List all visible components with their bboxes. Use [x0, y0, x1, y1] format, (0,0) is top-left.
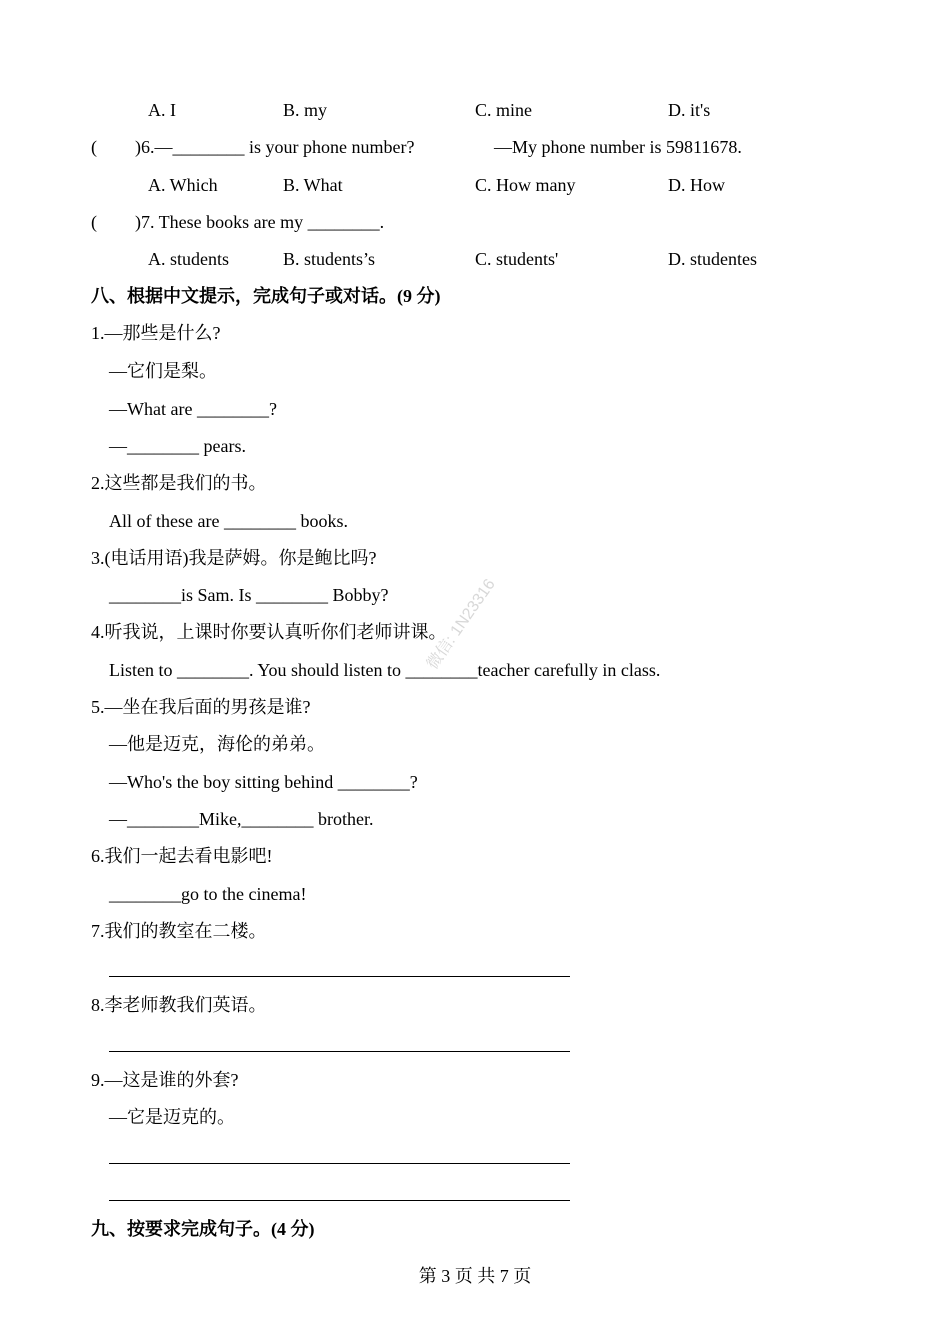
- s8-item-1-line: —What are ________?: [109, 399, 277, 419]
- s8-item-6-line: ________go to the cinema!: [109, 884, 307, 904]
- s8-item-1-line: —它们是梨。: [109, 361, 217, 381]
- q5-option-c: C. mine: [475, 100, 532, 120]
- s8-item-9-prompt: 9.—这是谁的外套?: [91, 1070, 239, 1090]
- answer-line: [109, 1051, 570, 1052]
- q7-option-d: D. studentes: [668, 249, 757, 269]
- q5-option-d: D. it's: [668, 100, 711, 120]
- s8-item-5-line: —Who's the boy sitting behind ________?: [109, 772, 418, 792]
- q7-option-b: B. students’s: [283, 249, 376, 269]
- q6-answer-bracket: (: [91, 137, 97, 157]
- s8-item-4-prompt: 4.听我说，上课时你要认真听你们老师讲课。: [91, 622, 447, 642]
- q7-answer-bracket: (: [91, 212, 97, 232]
- s8-item-7-prompt: 7.我们的教室在二楼。: [91, 921, 267, 941]
- s8-item-2-prompt: 2.这些都是我们的书。: [91, 473, 267, 493]
- section-8-heading: 八、根据中文提示，完成句子或对话。(9 分): [91, 286, 441, 306]
- q6-option-c: C. How many: [475, 175, 576, 195]
- s8-item-6-prompt: 6.我们一起去看电影吧!: [91, 846, 273, 866]
- s8-item-1-line: —________ pears.: [109, 436, 246, 456]
- s8-item-5-line: —________Mike,________ brother.: [109, 809, 374, 829]
- q7-stem: )7. These books are my ________.: [135, 212, 385, 232]
- section-9-heading: 九、按要求完成句子。(4 分): [91, 1219, 315, 1239]
- page-footer: 第 3 页 共 7 页: [418, 1266, 532, 1286]
- q7-option-c: C. students': [475, 249, 559, 269]
- answer-line: [109, 1200, 570, 1201]
- q7-option-a: A. students: [148, 249, 229, 269]
- s8-item-9-line: —它是迈克的。: [109, 1107, 235, 1127]
- q6-option-b: B. What: [283, 175, 343, 195]
- s8-item-4-line: Listen to ________. You should listen to ________teacher carefully in class.: [109, 660, 661, 680]
- s8-item-1-prompt: 1.—那些是什么?: [91, 323, 221, 343]
- q6-option-d: D. How: [668, 175, 725, 195]
- s8-item-5-line: —他是迈克，海伦的弟弟。: [109, 734, 325, 754]
- s8-item-3-line: ________is Sam. Is ________ Bobby?: [109, 585, 389, 605]
- q5-option-a: A. I: [148, 100, 176, 120]
- watermark: 微信: 1N23316: [424, 576, 499, 673]
- q6-stem: )6.—________ is your phone number?: [135, 137, 415, 157]
- q6-option-a: A. Which: [148, 175, 218, 195]
- s8-item-8-prompt: 8.李老师教我们英语。: [91, 995, 267, 1015]
- q5-option-b: B. my: [283, 100, 328, 120]
- q6-reply: —My phone number is 59811678.: [494, 137, 742, 157]
- s8-item-3-prompt: 3.(电话用语)我是萨姆。你是鲍比吗?: [91, 548, 377, 568]
- answer-line: [109, 976, 570, 977]
- s8-item-5-prompt: 5.—坐在我后面的男孩是谁?: [91, 697, 311, 717]
- s8-item-2-line: All of these are ________ books.: [109, 511, 348, 531]
- answer-line: [109, 1163, 570, 1164]
